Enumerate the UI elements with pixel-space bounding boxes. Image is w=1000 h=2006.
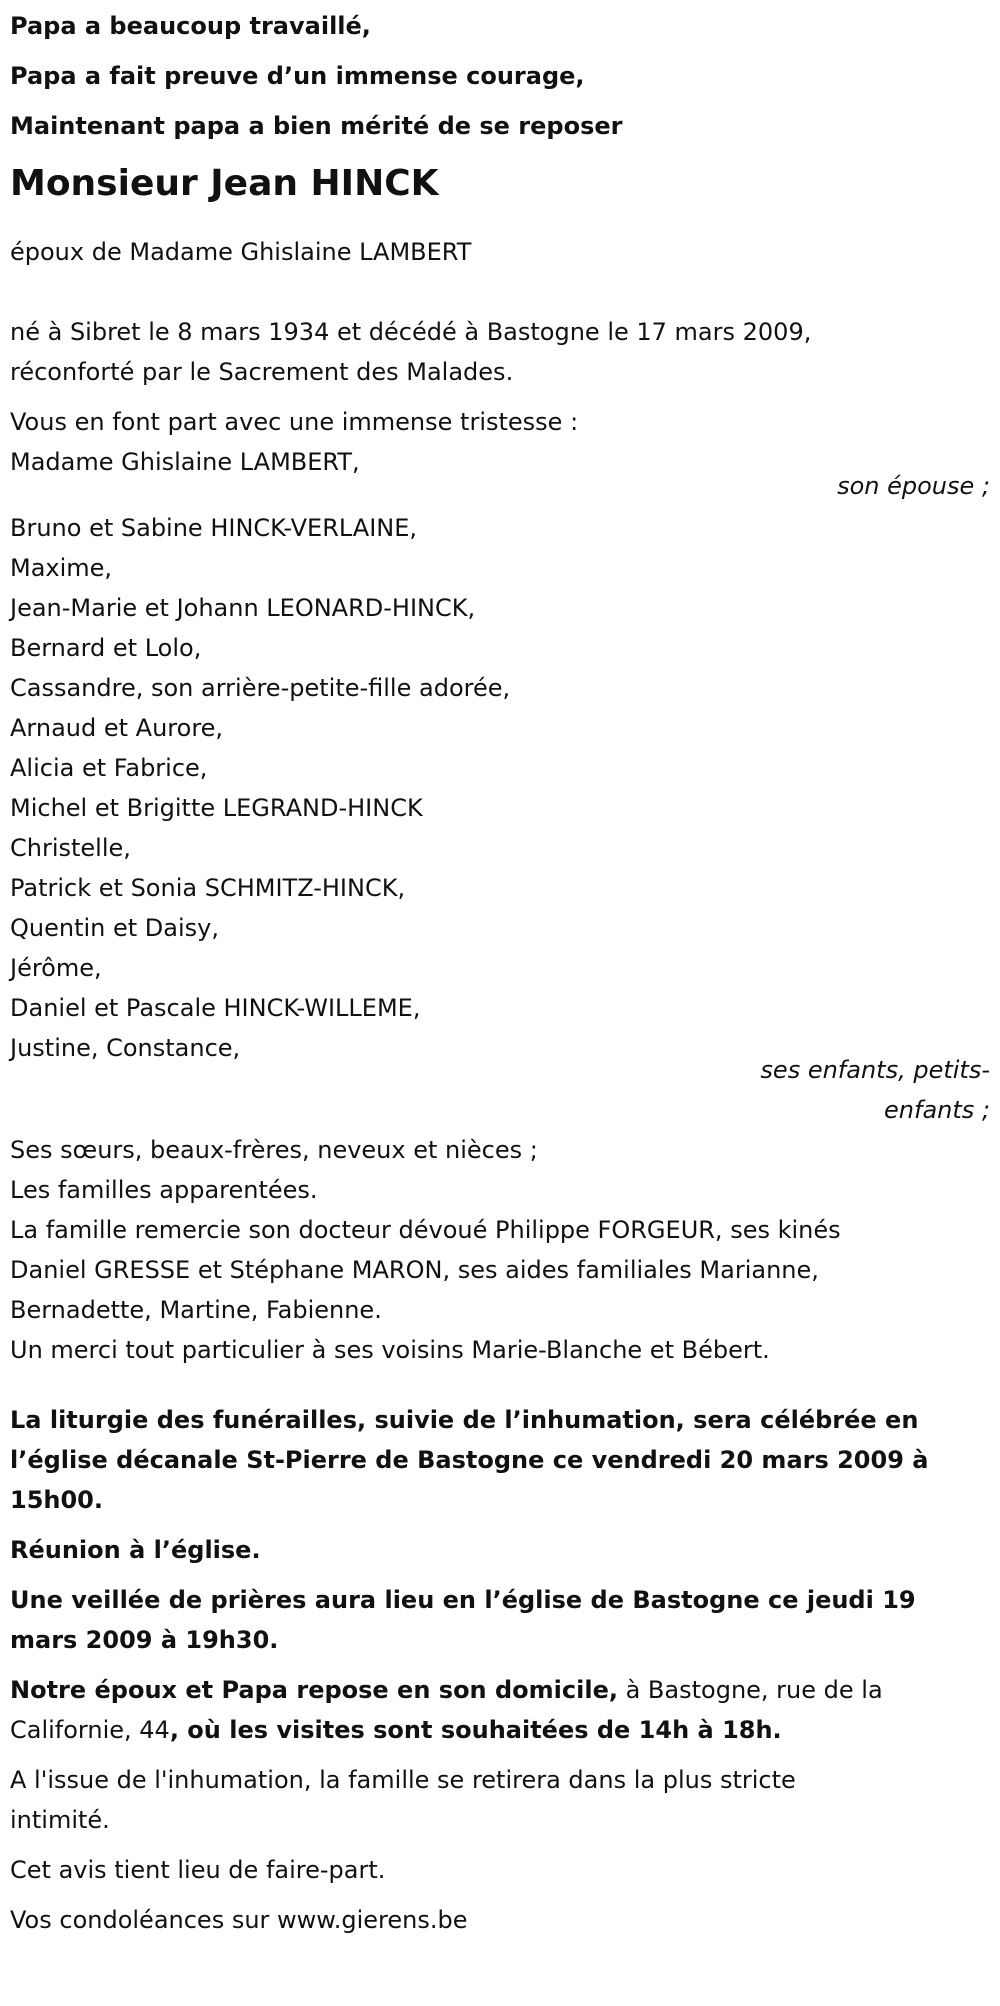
liturgy-line: La liturgie des funérailles, suivie de l’inhumation, sera célébrée en xyxy=(10,1406,919,1434)
poem-line: Papa a beaucoup travaillé, xyxy=(10,12,371,40)
liturgy-line: 15h00. xyxy=(10,1486,103,1514)
rest-line xyxy=(10,1710,990,1750)
issue-notice xyxy=(10,1760,990,1840)
birth-line: né à Sibret le 8 mars 1934 et décédé à Bastogne le 17 mars 2009, xyxy=(10,318,812,346)
rest-visits: , où les visites sont souhaitées de 14h à 18h. xyxy=(169,1716,782,1744)
family-member: Michel et Brigitte LEGRAND-HINCK xyxy=(10,794,423,822)
family-member: Arnaud et Aurore, xyxy=(10,714,224,742)
spouse-line: époux de Madame Ghislaine LAMBERT xyxy=(10,238,472,266)
family-member: Christelle, xyxy=(10,834,131,862)
birth-line: réconforté par le Sacrement des Malades. xyxy=(10,358,514,386)
rest-address-end: Californie, 44 xyxy=(10,1716,170,1744)
rest-address-start: à Bastogne, rue de la xyxy=(617,1676,883,1704)
family-member: Cassandre, son arrière-petite-fille adorée, xyxy=(10,674,511,702)
spouse-name: Madame Ghislaine LAMBERT, xyxy=(10,448,360,476)
children-role-line: ses enfants, petits- xyxy=(760,1056,990,1084)
thanks-line: Bernadette, Martine, Fabienne. xyxy=(10,1296,382,1324)
poem-line: Maintenant papa a bien mérité de se reposer xyxy=(10,112,623,140)
birth-death-info xyxy=(10,312,990,392)
liturgy-line: l’église décanale St-Pierre de Bastogne ce vendredi 20 mars 2009 à xyxy=(10,1446,929,1474)
vigil-line: mars 2009 à 19h30. xyxy=(10,1626,279,1654)
condolences-line: Vos condoléances sur www.gierens.be xyxy=(10,1906,468,1934)
family-member: Jérôme, xyxy=(10,954,102,982)
spouse-role: son épouse ; xyxy=(837,472,990,500)
relatives-line: Les familles apparentées. xyxy=(10,1176,318,1204)
family-member: Bruno et Sabine HINCK-VERLAINE, xyxy=(10,514,418,542)
relatives-line: Ses sœurs, beaux-frères, neveux et nièces ; xyxy=(10,1136,538,1164)
thanks-line: Un merci tout particulier à ses voisins Marie-Blanche et Bébert. xyxy=(10,1336,770,1364)
family-member: Bernard et Lolo, xyxy=(10,634,202,662)
other-relatives xyxy=(10,1130,990,1370)
faire-part-line: Cet avis tient lieu de faire-part. xyxy=(10,1856,386,1884)
reunion-line: Réunion à l’église. xyxy=(10,1536,261,1564)
family-member: Daniel et Pascale HINCK-WILLEME, xyxy=(10,994,421,1022)
thanks-line: La famille remercie son docteur dévoué Philippe FORGEUR, ses kinés xyxy=(10,1216,841,1244)
rest-line xyxy=(10,1670,990,1710)
vigil-notice xyxy=(10,1580,990,1660)
deceased-name: Monsieur Jean HINCK xyxy=(10,163,439,204)
rest-notice xyxy=(10,1670,990,1750)
obituary-page xyxy=(0,6,1000,2006)
poem xyxy=(10,6,990,146)
issue-line: intimité. xyxy=(10,1806,110,1834)
family-member: Patrick et Sonia SCHMITZ-HINCK, xyxy=(10,874,406,902)
family-list xyxy=(10,508,990,1068)
liturgy-notice xyxy=(10,1400,990,1520)
thanks-line: Daniel GRESSE et Stéphane MARON, ses aides familiales Marianne, xyxy=(10,1256,819,1284)
children-role-line: enfants ; xyxy=(884,1096,990,1124)
family-member: Maxime, xyxy=(10,554,113,582)
issue-line: A l'issue de l'inhumation, la famille se retirera dans la plus stricte xyxy=(10,1766,796,1794)
family-member: Quentin et Daisy, xyxy=(10,914,219,942)
family-member: Alicia et Fabrice, xyxy=(10,754,208,782)
rest-bold-start: Notre époux et Papa repose en son domicile, xyxy=(10,1676,618,1704)
family-member: Justine, Constance, xyxy=(10,1034,241,1062)
vigil-line: Une veillée de prières aura lieu en l’église de Bastogne ce jeudi 19 xyxy=(10,1586,916,1614)
poem-line: Papa a fait preuve d’un immense courage, xyxy=(10,62,585,90)
announce-line: Vous en font part avec une immense tristesse : xyxy=(10,408,579,436)
family-member: Jean-Marie et Johann LEONARD-HINCK, xyxy=(10,594,476,622)
